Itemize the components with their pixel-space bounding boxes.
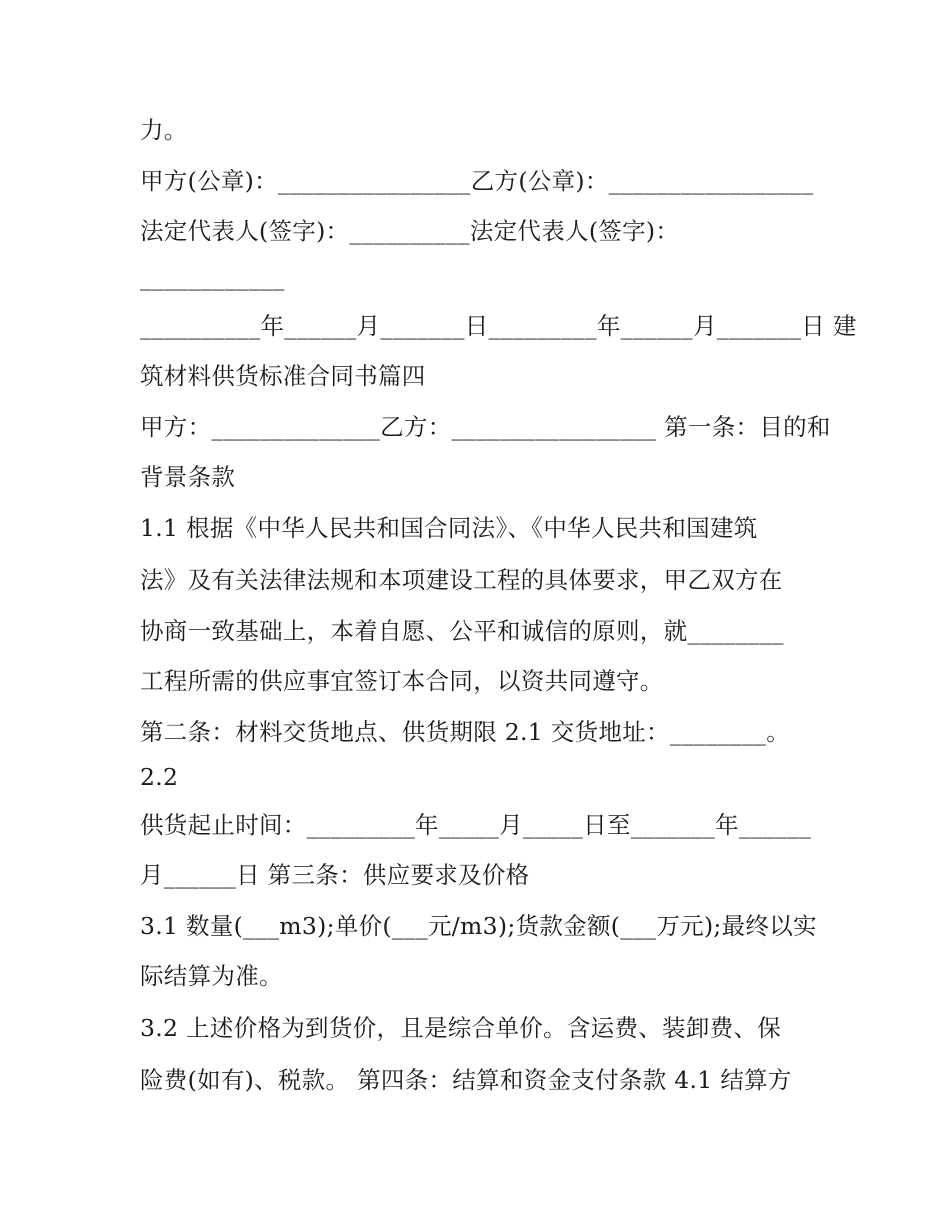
text-line: 3.2 上述价格为到货价，且是综合单价。含运费、装卸费、保 <box>140 1014 782 1042</box>
text-line: 2.2 <box>140 763 179 791</box>
text-line: 甲方(公章)：________________乙方(公章)：_________________ <box>140 167 814 195</box>
text-line: 月______日 第三条：供应要求及价格 <box>140 861 530 889</box>
text-line: 背景条款 <box>140 463 236 491</box>
text-line: 力。 <box>140 116 188 144</box>
text-line: 际结算为准。 <box>140 962 283 990</box>
text-line: __________年______月_______日_________年______月_______日 建 <box>140 312 857 340</box>
text-line: 1.1 根据《中华人民共和国合同法》、《中华人民共和国建筑 <box>140 514 758 542</box>
text-line: 第二条：材料交货地点、供货期限 2.1 交货地址：________。 <box>140 718 791 746</box>
text-line: 工程所需的供应事宜签订本合同，以资共同遵守。 <box>140 667 664 695</box>
text-line: 法》及有关法律法规和本项建设工程的具体要求，甲乙双方在 <box>140 566 783 594</box>
text-line: 供货起止时间：_________年_____月_____日至_______年______ <box>140 811 812 839</box>
text-line: 法定代表人(签字)：__________法定代表人(签字)： <box>140 217 680 245</box>
text-line: 险费(如有)、税款。 第四条：结算和资金支付条款 4.1 结算方 <box>140 1066 792 1094</box>
text-line: ____________ <box>140 263 285 291</box>
text-line: 甲方：______________乙方：_________________ 第一条：目的和 <box>140 413 831 441</box>
text-line: 3.1 数量(___m3);单价(___元/m3);货款金额(___万元);最终以实 <box>140 912 817 940</box>
text-line: 筑材料供货标准合同书篇四 <box>140 362 426 390</box>
text-line: 协商一致基础上，本着自愿、公平和诚信的原则，就________ <box>140 617 784 645</box>
